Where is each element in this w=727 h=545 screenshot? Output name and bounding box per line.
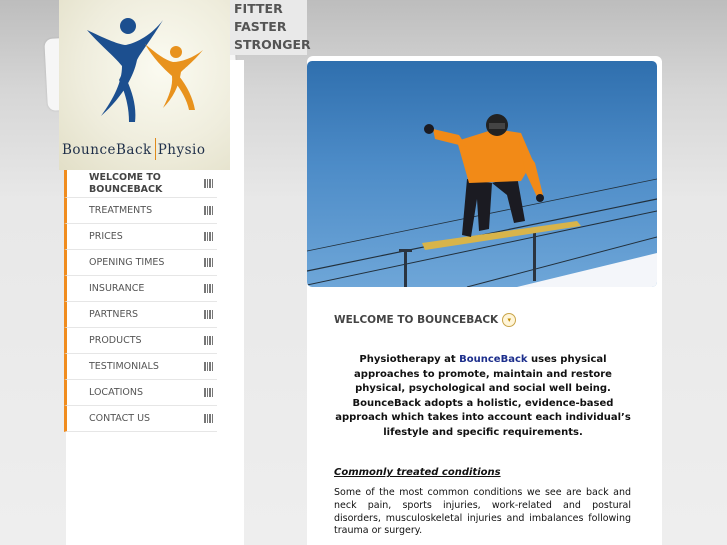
bars-icon	[204, 206, 213, 215]
main-content	[307, 56, 662, 545]
welcome-heading: WELCOME TO BOUNCEBACK ▾	[334, 313, 516, 327]
bars-icon	[204, 232, 213, 241]
bars-icon	[204, 362, 213, 371]
bars-icon	[204, 388, 213, 397]
conditions-paragraph: Some of the most common conditions we see are back and neck pain, sports injuries, work-related and postural disorders, musculoskeletal injuries and imbalances following trauma or surgery.	[334, 487, 631, 537]
logo-wordmark: BounceBack Physio	[62, 138, 230, 160]
nav-item-opening-times[interactable]	[64, 250, 217, 276]
slogan-line: FITTER	[234, 1, 283, 16]
bounceback-link[interactable]: BounceBack	[459, 354, 528, 365]
main-nav	[64, 170, 217, 432]
slogan	[230, 0, 311, 55]
slogan-line: FASTER	[234, 19, 287, 34]
bars-icon	[204, 414, 213, 423]
jumping-figures-icon	[59, 0, 230, 135]
hero-image-snowboarder	[307, 61, 657, 287]
bars-icon	[204, 310, 213, 319]
bounceback-logo[interactable]	[59, 0, 230, 170]
nav-item-label: TESTIMONIALS	[89, 361, 159, 372]
intro-paragraph: Physiotherapy at BounceBack uses physical approaches to promote, maintain and restore physical, psychological and social well being. BounceBack adopts a holistic, evidence-based approach which takes into account each individual’s lifestyle and specific requirements.	[335, 354, 631, 438]
nav-item-label: TREATMENTS	[89, 205, 153, 216]
snowboarder-icon	[307, 61, 657, 287]
nav-item-label: PRODUCTS	[89, 335, 142, 346]
chevron-down-icon[interactable]: ▾	[502, 313, 516, 327]
bars-icon	[204, 336, 213, 345]
nav-item-locations[interactable]	[64, 380, 217, 406]
nav-item-label: WELCOME TO BOUNCEBACK	[89, 171, 163, 195]
bars-icon	[204, 179, 213, 188]
nav-item-welcome[interactable]	[64, 170, 217, 198]
nav-item-label: INSURANCE	[89, 283, 145, 294]
nav-item-label: PARTNERS	[89, 309, 139, 320]
nav-item-label: PRICES	[89, 231, 123, 242]
nav-item-label: LOCATIONS	[89, 387, 144, 398]
nav-item-contact-us[interactable]	[64, 406, 217, 432]
nav-item-label: OPENING TIMES	[89, 257, 165, 268]
nav-item-label: CONTACT US	[89, 413, 151, 424]
nav-item-testimonials[interactable]	[64, 354, 217, 380]
nav-item-insurance[interactable]	[64, 276, 217, 302]
conditions-heading: Commonly treated conditions	[334, 467, 501, 478]
nav-item-products[interactable]	[64, 328, 217, 354]
slogan-line: STRONGER	[234, 37, 311, 52]
nav-item-partners[interactable]	[64, 302, 217, 328]
nav-item-prices[interactable]	[64, 224, 217, 250]
nav-item-treatments[interactable]	[64, 198, 217, 224]
bars-icon	[204, 284, 213, 293]
bars-icon	[204, 258, 213, 267]
